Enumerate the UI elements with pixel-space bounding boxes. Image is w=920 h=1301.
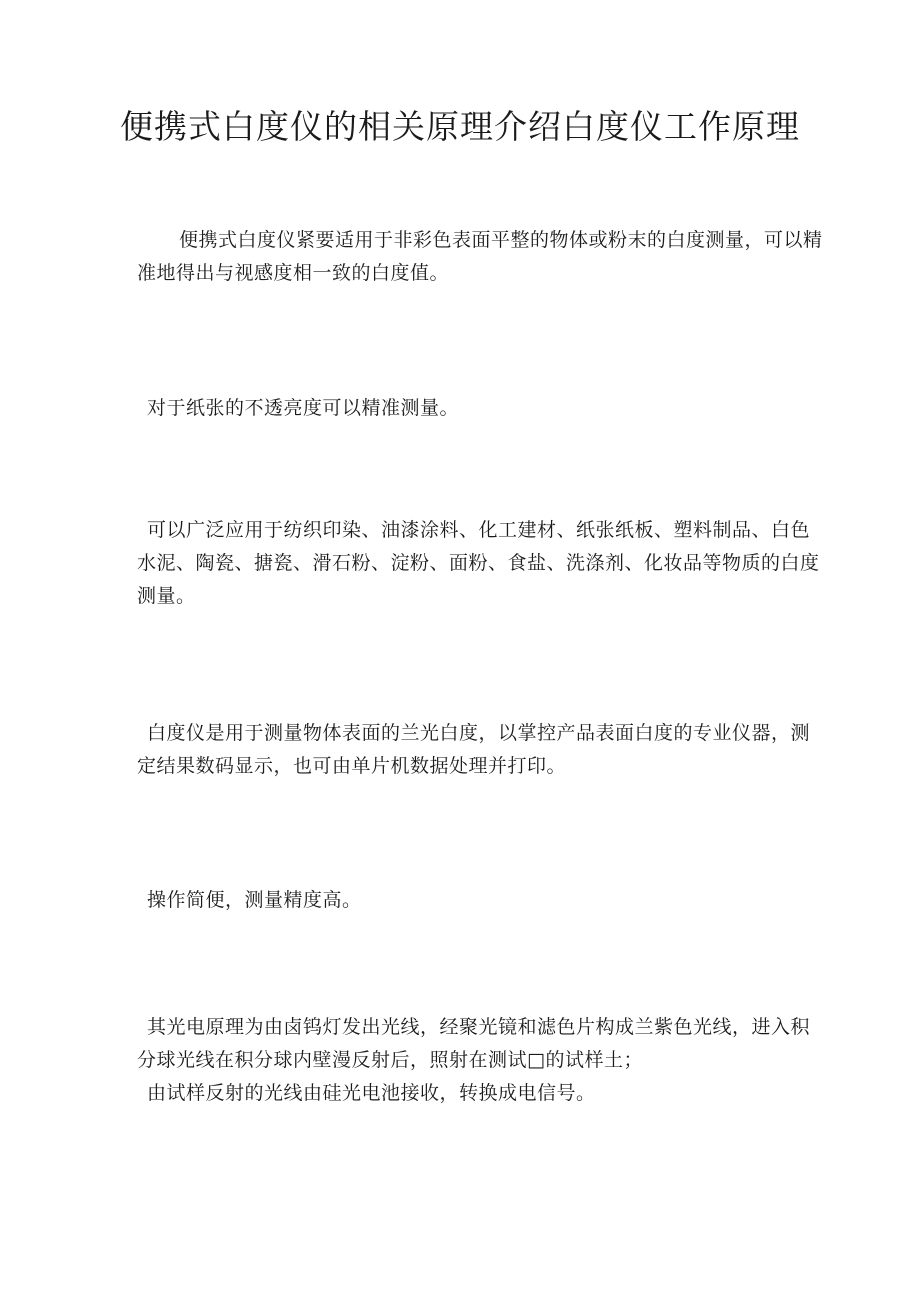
- paragraph-applications: [137, 514, 827, 613]
- paragraph-applications-text: 可以广泛应用于纺织印染、油漆涂料、化工建材、纸张纸板、塑料制品、白色水泥、陶瓷、搪瓷、滑石粉、淀粉、面粉、食盐、洗涤剂、化妆品等物质的白度测量。: [137, 519, 820, 607]
- paragraph-signal-text: 由试样反射的光线由硅光电池接收，转换成电信号。: [147, 1082, 596, 1104]
- paragraph-intro: 便携式白度仪紧要适用于非彩色表面平整的物体或粉末的白度测量，可以精准地得出与视感度相一致的白度值。: [137, 229, 823, 284]
- paragraph-signal: [137, 1077, 827, 1110]
- paragraph-principle: [137, 1011, 827, 1077]
- document-title: 便携式白度仪的相关原理介绍白度仪工作原理: [120, 107, 800, 146]
- paragraph-principle-text: 其光电原理为由卤钨灯发出光线，经聚光镜和滤色片构成兰紫色光线，进入积分球光线在积分球内壁漫反射后，照射在测试□的试样土；: [137, 1016, 811, 1071]
- paragraph-opacity: [137, 392, 827, 425]
- paragraph-definition: [137, 717, 827, 783]
- paragraph-operation: [137, 884, 827, 917]
- paragraph-definition-text: 白度仪是用于测量物体表面的兰光白度，以掌控产品表面白度的专业仪器，测定结果数码显示，也可由单片机数据处理并打印。: [137, 722, 811, 777]
- paragraph-operation-text: 操作简便，测量精度高。: [147, 889, 362, 911]
- paragraph-opacity-text: 对于纸张的不透亮度可以精准测量。: [147, 397, 460, 419]
